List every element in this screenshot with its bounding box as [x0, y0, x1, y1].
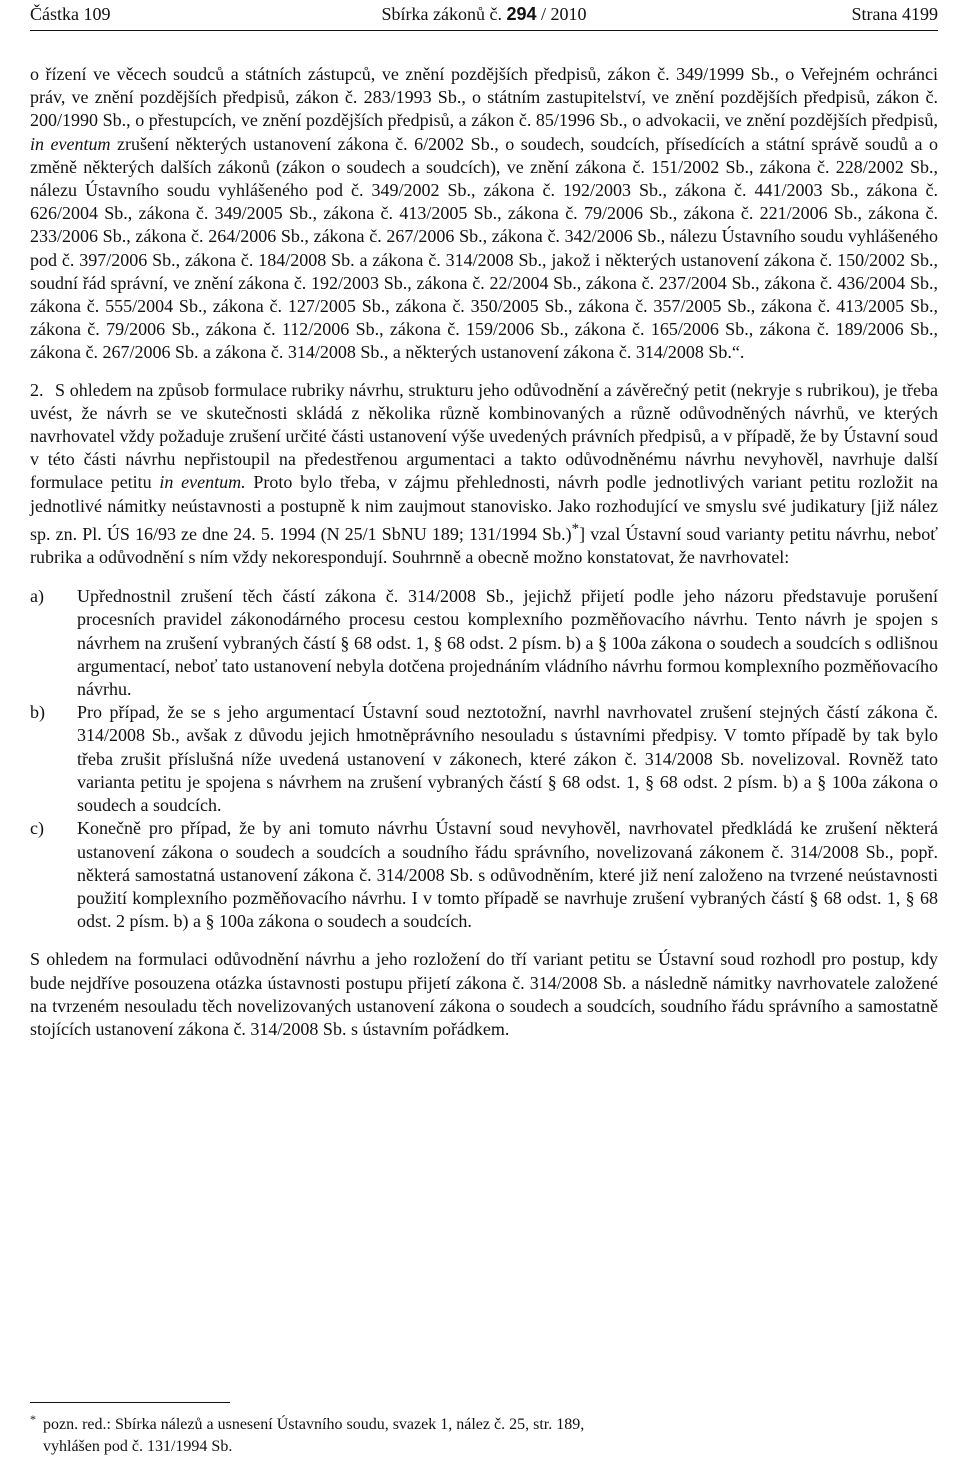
footnote-rule	[30, 1402, 230, 1403]
paragraph-2	[30, 379, 938, 570]
paragraph-number: 2.	[30, 379, 44, 400]
p2-text-c: ] vzal Ústavní soud varianty petitu návrhu, neboť rubrika a odůvodnění s ním vždy nekorespondují. Souhrnně a obecně možno konstatovat, že navrhovatel:	[30, 523, 938, 568]
intro-italic: in eventum	[30, 133, 111, 154]
footnote	[30, 1414, 938, 1458]
intro-text-a: o řízení ve věcech soudců a státních zástupců, ve znění pozdějších předpisů, zákon č. 349/1999 Sb., o Veřejném ochránci práv, ve znění pozdějších předpisů, zákon č. 283/1993 Sb., o státním zastupitelství, ve znění pozdějších předpisů, zákon č. 200/1990 Sb., o přestupcích, ve znění pozdějších předpisů, a zákon č. 85/1996 Sb., o advokacii, ve znění pozdějších předpisů,	[30, 64, 938, 131]
document-body	[30, 63, 938, 1041]
header-part: Částka 109	[30, 4, 111, 24]
header-collection	[30, 4, 938, 25]
footnote-reference: *	[571, 520, 580, 537]
list-item-text: Pro případ, že se s jeho argumentací Ústavní soud neztotožní, navrhl navrhovatel zrušení stejných částí zákona č. 314/2008 Sb., avšak z důvodu jejich hmotněprávního nesouladu s ústavními předpisy. V tomto případě by tak bylo třeba zrušit příslušná níže uvedená ustanovení v zákonech, které zákon č. 314/2008 Sb. novelizoval. Rovněž tato varianta petitu je spojena s návrhem na zrušení vybraných částí § 68 odst. 1, § 68 odst. 2 písm. b) a § 100a zákona o soudech a soudcích.	[77, 702, 938, 816]
p2-italic: in eventum.	[159, 472, 246, 493]
header-rule	[30, 30, 938, 31]
header-collection-year: / 2010	[541, 4, 587, 24]
footnote-mark: *	[30, 1412, 36, 1426]
header-page-number: Strana 4199	[851, 4, 938, 24]
list-item-text: Konečně pro případ, že by ani tomuto návrhu Ústavní soud nevyhověl, navrhovatel předkládá ke zrušení některá ustanovení zákona o soudech a soudcích a soudního řádu správního, novelizovaná zákonem č. 314/2008 Sb., popř. některá samostatná ustanovení zákona č. 314/2008 Sb. s odůvodněním, které již není založeno na tvrzené neústavnosti použití komplexního pozměňovacího návrhu. I v tomto případě se navrhuje zrušení vybraných částí § 68 odst. 1, § 68 odst. 2 písm. b) a § 100a zákona o soudech a soudcích.	[77, 818, 938, 932]
intro-text-b: zrušení některých ustanovení zákona č. 6/2002 Sb., o soudech, soudcích, přísedících a státní správě soudů a o změně některých dalších zákonů (zákon o soudech a soudcích), ve znění zákona č. 151/2002 Sb., zákona č. 228/2002 Sb., nálezu Ústavního soudu vyhlášeného pod č. 349/2002 Sb., zákona č. 192/2003 Sb., zákona č. 441/2003 Sb., zákona č. 626/2004 Sb., zákona č. 349/2005 Sb., zákona č. 413/2005 Sb., zákona č. 79/2006 Sb., zákona č. 221/2006 Sb., zákona č. 233/2006 Sb., zákona č. 264/2006 Sb., zákona č. 267/2006 Sb., zákona č. 342/2006 Sb., nálezu Ústavního soudu vyhlášeného pod č. 397/2006 Sb., zákona č. 184/2008 Sb. a zákona č. 314/2008 Sb., jakož i některých ustanovení zákona č. 150/2002 Sb., soudní řád správní, ve znění zákona č. 192/2003 Sb., zákona č. 22/2004 Sb., zákona č. 237/2004 Sb., zákona č. 436/2004 Sb., zákona č. 555/2004 Sb., zákona č. 127/2005 Sb., zákona č. 350/2005 Sb., zákona č. 357/2005 Sb., zákona č. 413/2005 Sb., zákona č. 79/2006 Sb., zákona č. 112/2006 Sb., zákona č. 159/2006 Sb., zákona č. 165/2006 Sb., zákona č. 189/2006 Sb., zákona č. 267/2006 Sb. a zákona č. 314/2008 Sb., a některých ustanovení zákona č. 314/2008 Sb.“.	[30, 133, 939, 363]
page-header	[30, 4, 938, 30]
footnote-line-2: vyhlášen pod č. 131/1994 Sb.	[43, 1438, 233, 1455]
list-item-label: b)	[30, 702, 45, 723]
list-item-label: c)	[30, 818, 44, 839]
footnote-line-1: pozn. red.: Sbírka nálezů a usnesení Ústavního soudu, svazek 1, nález č. 25, str. 189,	[43, 1416, 585, 1433]
p2-text-b: Proto bylo třeba, v zájmu přehlednosti, návrh podle jednotlivých variant petitu rozložit na jednotlivé námitky neústavnosti a postupně k nim zaujmout stanovisko. Jako rozhodující ve smyslu své judikatury [již nález sp. zn. Pl. ÚS 16/93 ze dne 24. 5. 1994 (N 25/1 SbNU 189; 131/1994 Sb.)	[30, 472, 938, 544]
list-item	[30, 817, 938, 933]
intro-paragraph	[30, 63, 938, 365]
p2-text-a: S ohledem na způsob formulace rubriky návrhu, strukturu jeho odůvodnění a závěrečný petit (nekryje s rubrikou), je třeba uvést, že návrh se ve skutečnosti skládá z několika různě kombinovaných a různě odůvodněných návrhů, ve kterých navrhovatel vždy požaduje zrušení určité části ustanovení výše uvedených právních předpisů, a v případě, že by Ústavní soud v této části návrhu nepřistoupil na předestřenou argumentaci a takto odůvodněnému návrhu nevyhověl, navrhuje další formulace petitu	[30, 379, 938, 493]
header-collection-prefix: Sbírka zákonů č.	[381, 4, 502, 24]
list-item	[30, 585, 938, 701]
list-item-label: a)	[30, 586, 44, 607]
closing-paragraph: S ohledem na formulaci odůvodnění návrhu a jeho rozložení do tří variant petitu se Ústavní soud rozhodl pro postup, kdy bude nejdříve posouzena otázka ústavnosti postupu přijetí zákona č. 314/2008 Sb. a následně námitky navrhovatele založené na tvrzeném nesouladu těch novelizovaných ustanovení zákona o soudech a soudcích, soudního řádu správního a samostatně stojících ustanovení zákona č. 314/2008 Sb. s ústavním pořádkem.	[30, 949, 938, 1039]
variant-list	[30, 585, 938, 933]
list-item	[30, 701, 938, 817]
header-collection-number: 294	[506, 4, 537, 24]
list-item-text: Upřednostnil zrušení těch částí zákona č. 314/2008 Sb., jejichž přijetí podle jeho názoru představuje porušení procesních pravidel zákonodárného procesu cestou komplexního pozměňovacího návrhu. Tento návrh je spojen s návrhem na zrušení vybraných částí § 68 odst. 1, § 68 odst. 2 písm. b) a § 100a zákona o soudech a soudcích s odlišnou argumentací, neboť tato ustanovení nebyla dotčena projednáním vládního návrhu formou komplexního pozměňovacího návrhu.	[77, 586, 938, 700]
